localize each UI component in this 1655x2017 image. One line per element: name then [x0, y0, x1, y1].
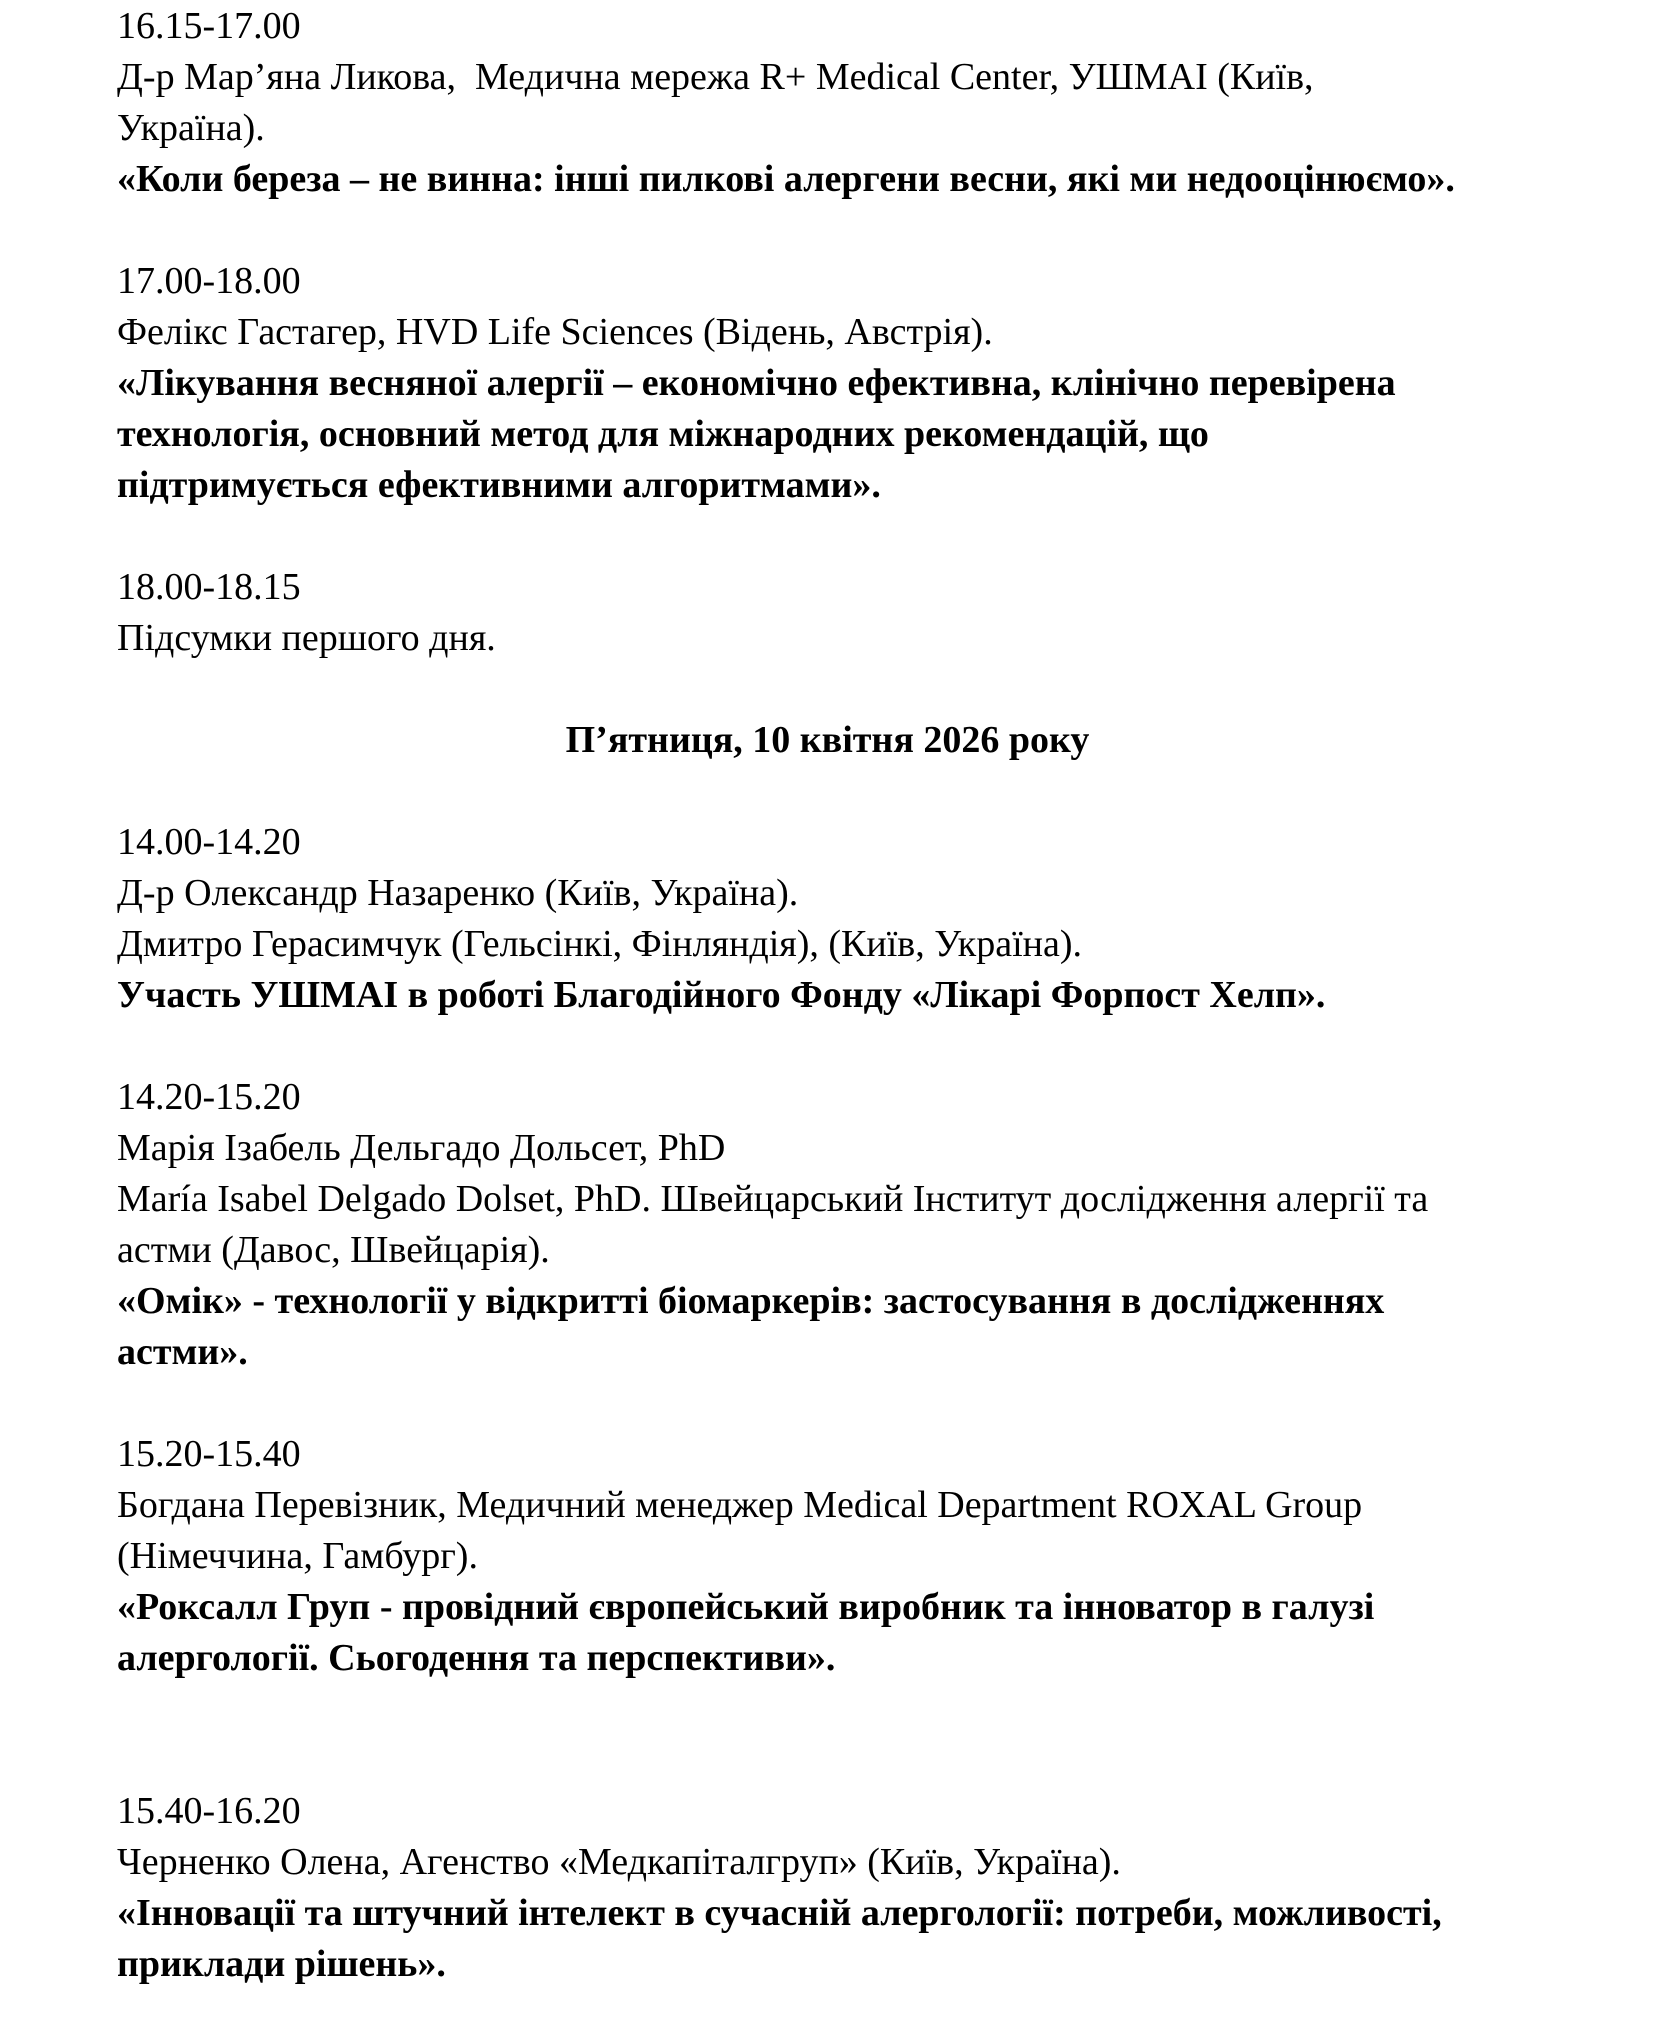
schedule-line: 15.20-15.40	[117, 1433, 301, 1475]
schedule-line: «Лікування весняної алергії – економічно ефективна, клінічно перевірена	[117, 362, 1396, 404]
schedule-line: «Омік» - технології у відкритті біомаркерів: застосування в дослідженнях	[117, 1280, 1385, 1322]
schedule-line: 14.20-15.20	[117, 1076, 301, 1118]
schedule-line: Підсумки першого дня.	[117, 617, 496, 659]
day-heading: П’ятниця, 10 квітня 2026 року	[565, 719, 1090, 761]
schedule-line: технологія, основний метод для міжнародних рекомендацій, що	[117, 413, 1209, 455]
schedule-line: María Isabel Delgado Dolset, PhD. Швейцарський Інститут дослідження алергії та	[117, 1178, 1429, 1220]
schedule-line: 16.15-17.00	[117, 5, 301, 47]
schedule-line: приклади рішень».	[117, 1943, 446, 1985]
schedule-line: 17.00-18.00	[117, 260, 301, 302]
schedule-line: Богдана Перевізник, Медичний менеджер Medical Department ROXAL Group	[117, 1484, 1363, 1526]
schedule-line: Черненко Олена, Агенство «Медкапіталгруп» (Київ, Україна).	[117, 1841, 1121, 1883]
schedule-line: Марія Ізабель Дельгадо Дольсет, PhD	[117, 1127, 726, 1169]
schedule-line: (Німеччина, Гамбург).	[117, 1535, 478, 1577]
schedule-line: Україна).	[117, 107, 265, 149]
schedule-line: підтримується ефективними алгоритмами».	[117, 464, 881, 506]
schedule-line: Участь УШМАІ в роботі Благодійного Фонду «Лікарі Форпост Хелп».	[117, 974, 1326, 1016]
schedule-line: астми».	[117, 1331, 248, 1373]
schedule-line: Фелікс Гастагер, HVD Life Sciences (Відень, Австрія).	[117, 311, 993, 353]
schedule-line: 18.00-18.15	[117, 566, 301, 608]
schedule-line: алергології. Сьогодення та перспективи».	[117, 1637, 836, 1679]
schedule-line: Д-р Олександр Назаренко (Київ, Україна).	[117, 872, 799, 914]
schedule-line: Д-р Мар’яна Ликова, Медична мережа R+ Medical Center, УШМАІ (Київ,	[117, 56, 1314, 98]
schedule-line: «Роксалл Груп - провідний європейський виробник та інноватор в галузі	[117, 1586, 1375, 1628]
document-body	[117, 1, 1538, 1990]
schedule-line: «Коли береза – не винна: інші пилкові алергени весни, які ми недооцінюємо».	[117, 158, 1455, 200]
schedule-line: 14.00-14.20	[117, 821, 301, 863]
schedule-line: 15.40-16.20	[117, 1790, 301, 1832]
schedule-line: астми (Давос, Швейцарія).	[117, 1229, 550, 1271]
schedule-line: Дмитро Герасимчук (Гельсінкі, Фінляндія), (Київ, Україна).	[117, 923, 1083, 965]
schedule-line: «Інновації та штучний інтелект в сучасній алергології: потреби, можливості,	[117, 1892, 1442, 1934]
